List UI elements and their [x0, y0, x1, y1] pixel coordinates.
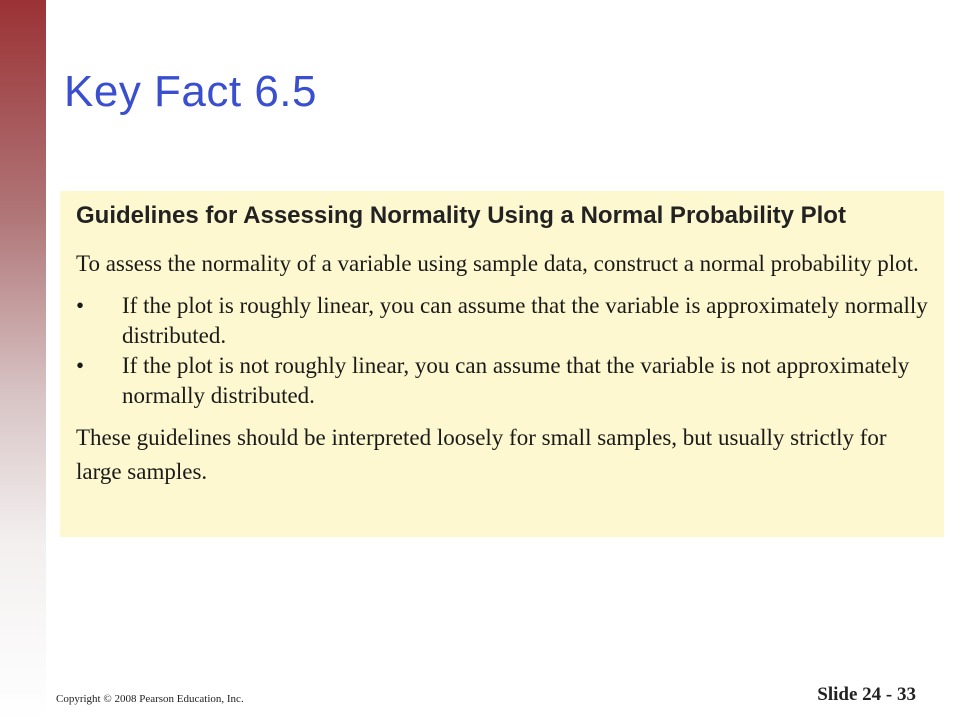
key-fact-bullet-list — [76, 291, 932, 411]
bullet-icon: • — [76, 292, 85, 318]
bullet-icon: • — [76, 352, 85, 378]
key-fact-box — [60, 191, 944, 537]
bullet-text: If the plot is roughly linear, you can assume that the variable is approximately normally distributed. — [122, 292, 928, 348]
bullet-text: If the plot is not roughly linear, you can assume that the variable is not approximately normally distributed. — [122, 352, 910, 408]
key-fact-intro: To assess the normality of a variable using sample data, construct a normal probability plot. — [76, 250, 919, 276]
bullet-item — [76, 291, 932, 351]
bullet-item — [76, 351, 932, 411]
slide-number: Slide 24 - 33 — [817, 684, 916, 705]
left-accent-bar — [0, 0, 46, 720]
copyright-notice: Copyright © 2008 Pearson Education, Inc. — [56, 693, 244, 705]
slide-title: Key Fact 6.5 — [64, 67, 318, 116]
key-fact-closing: These guidelines should be interpreted loosely for small samples, but usually strictly for large samples. — [76, 424, 887, 484]
key-fact-heading: Guidelines for Assessing Normality Using a Normal Probability Plot — [76, 202, 846, 229]
